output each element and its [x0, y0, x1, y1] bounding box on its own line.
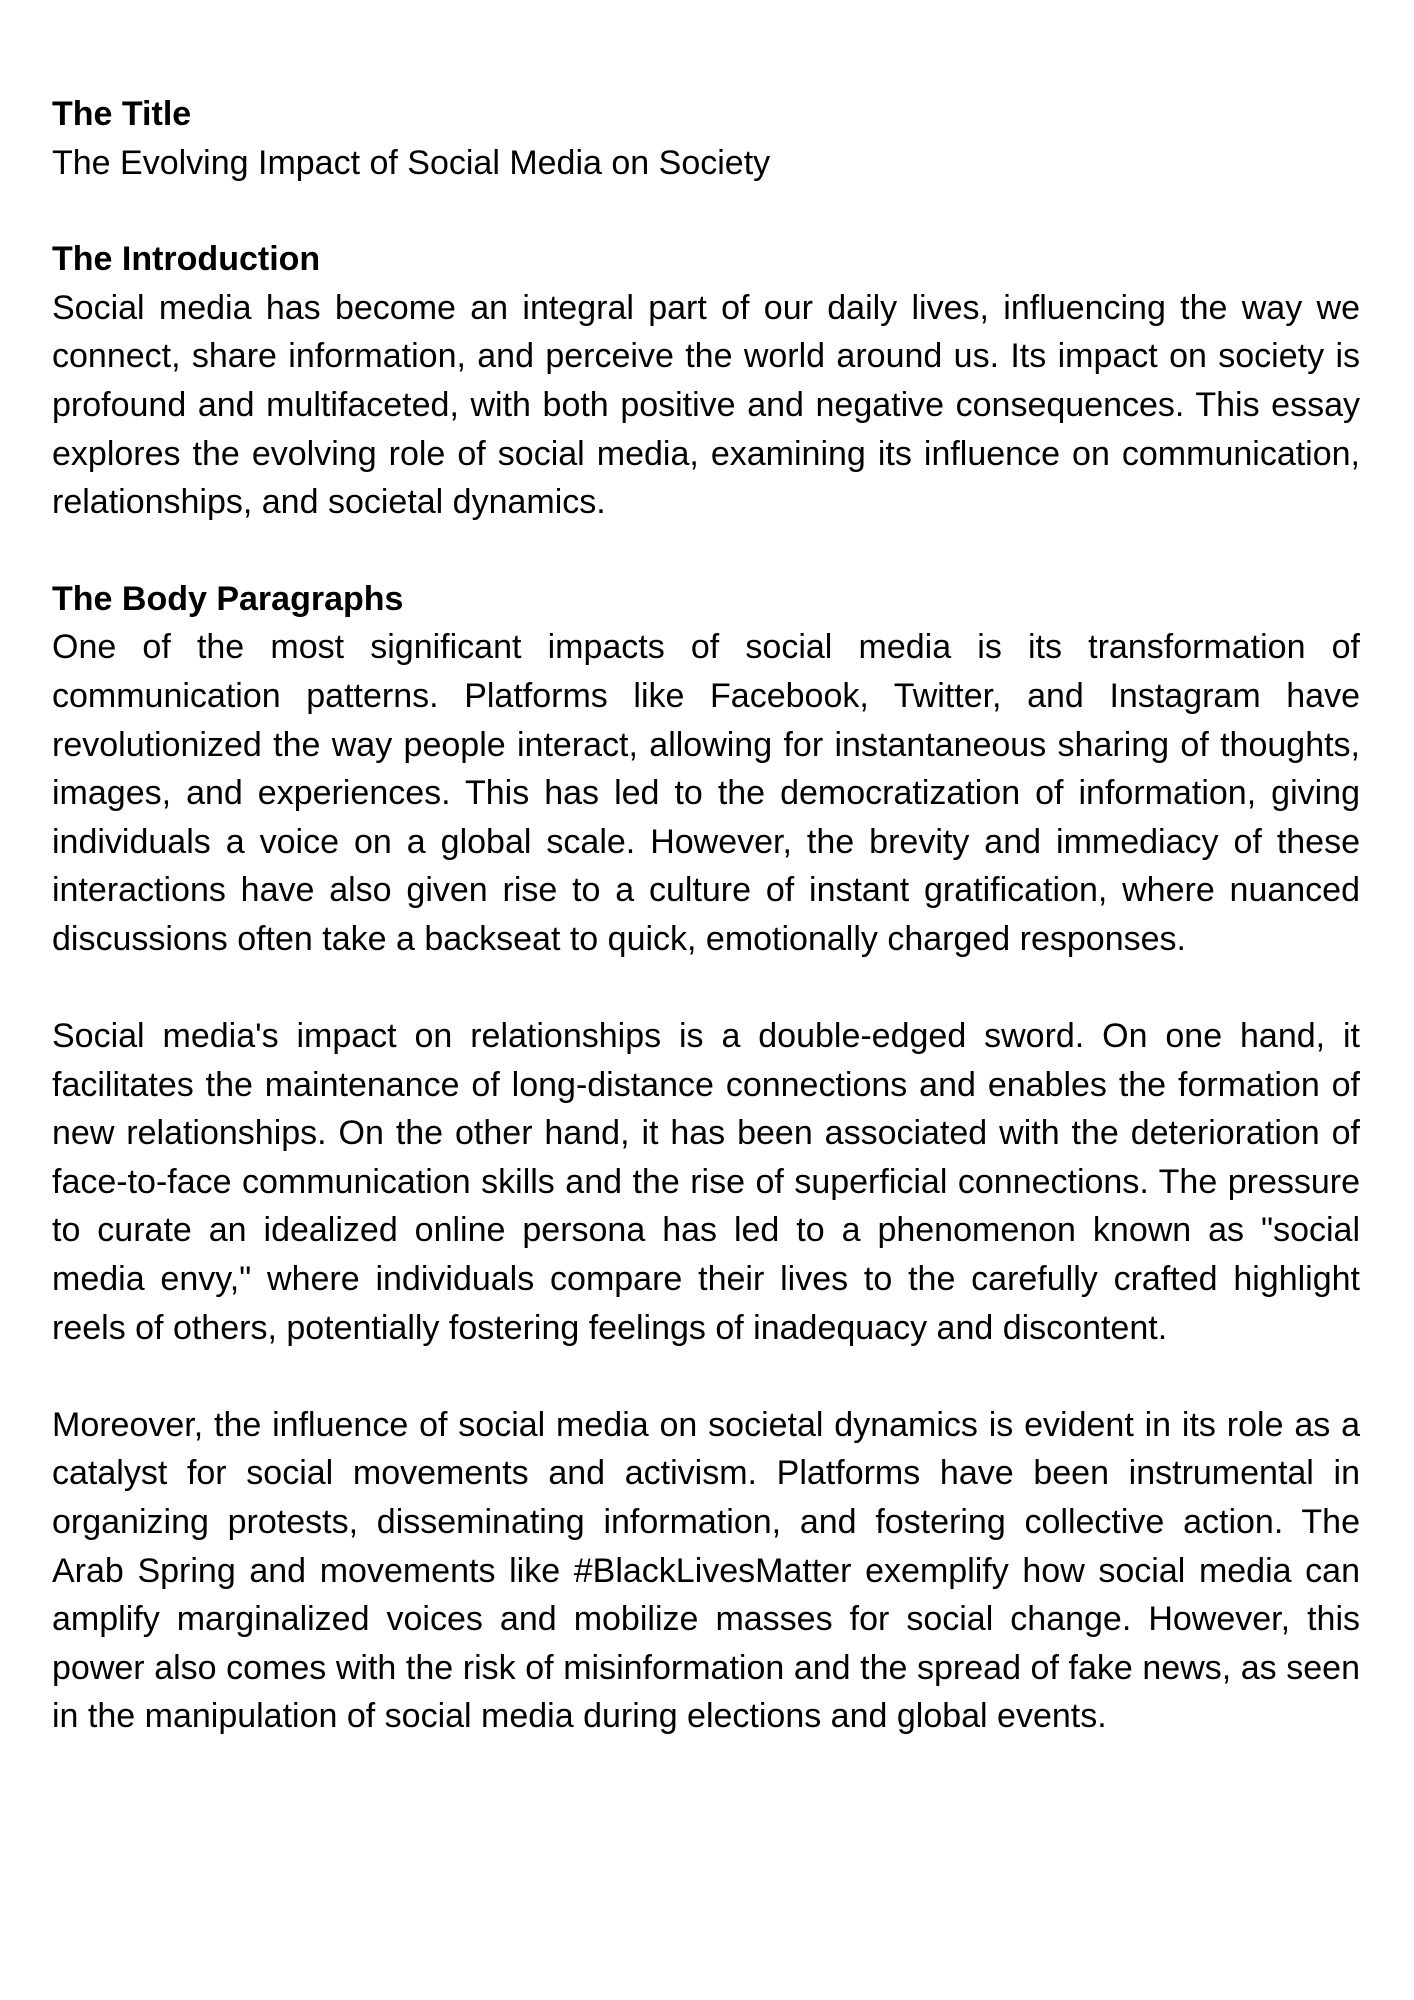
- introduction-heading: The Introduction: [52, 240, 321, 279]
- title-heading: The Title: [52, 95, 192, 133]
- body-heading: The Body Paragraphs: [52, 579, 404, 618]
- body-paragraph-communication: One of the most significant impacts of social media is its transformation of communication patterns. Platforms like Facebook, Twitter, and Instagram have revolutionized the way people interact, allowing for instantaneous sharing of thoughts, images, and experiences. This has led to the democratization of information, giving individuals a voice on a global scale. However, the brevity and immediacy of these interactions have also given rise to a culture of instant gratification, where nuanced discussions often take a backseat to quick, emotionally charged responses.: [52, 628, 1360, 958]
- introduction-paragraph: Social media has become an integral part of our daily lives, influencing the way we connect, share information, and perceive the world around us. Its impact on society is profound and multifaceted, with both positive and negative consequences. This essay explores the evolving role of social media, examining its influence on communication, relationships, and societal dynamics.: [52, 288, 1360, 522]
- body-section: [52, 575, 1360, 1741]
- document-page: [52, 90, 1360, 1789]
- body-paragraph-societal-dynamics: Moreover, the influence of social media on societal dynamics is evident in its role as a catalyst for social movements and activism. Platforms have been instrumental in organizing protests, disseminating information, and fostering collective action. The Arab Spring and movements like #BlackLivesMatter exemplify how social media can amplify marginalized voices and mobilize masses for social change. However, this power also comes with the risk of misinformation and the spread of fake news, as seen in the manipulation of social media during elections and global events.: [52, 1405, 1360, 1736]
- body-paragraph-relationships: Social media's impact on relationships is a double-edged sword. On one hand, it facilitates the maintenance of long-distance connections and enables the formation of new relationships. On the other hand, it has been associated with the deterioration of face-to-face communication skills and the rise of superficial connections. The pressure to curate an idealized online persona has led to a phenomenon known as "social media envy," where individuals compare their lives to the carefully crafted highlight reels of others, potentially fostering feelings of inadequacy and discontent.: [52, 1017, 1360, 1347]
- essay-title-text: The Evolving Impact of Social Media on Society: [52, 143, 771, 182]
- title-section: [52, 90, 1360, 187]
- introduction-section: [52, 235, 1360, 527]
